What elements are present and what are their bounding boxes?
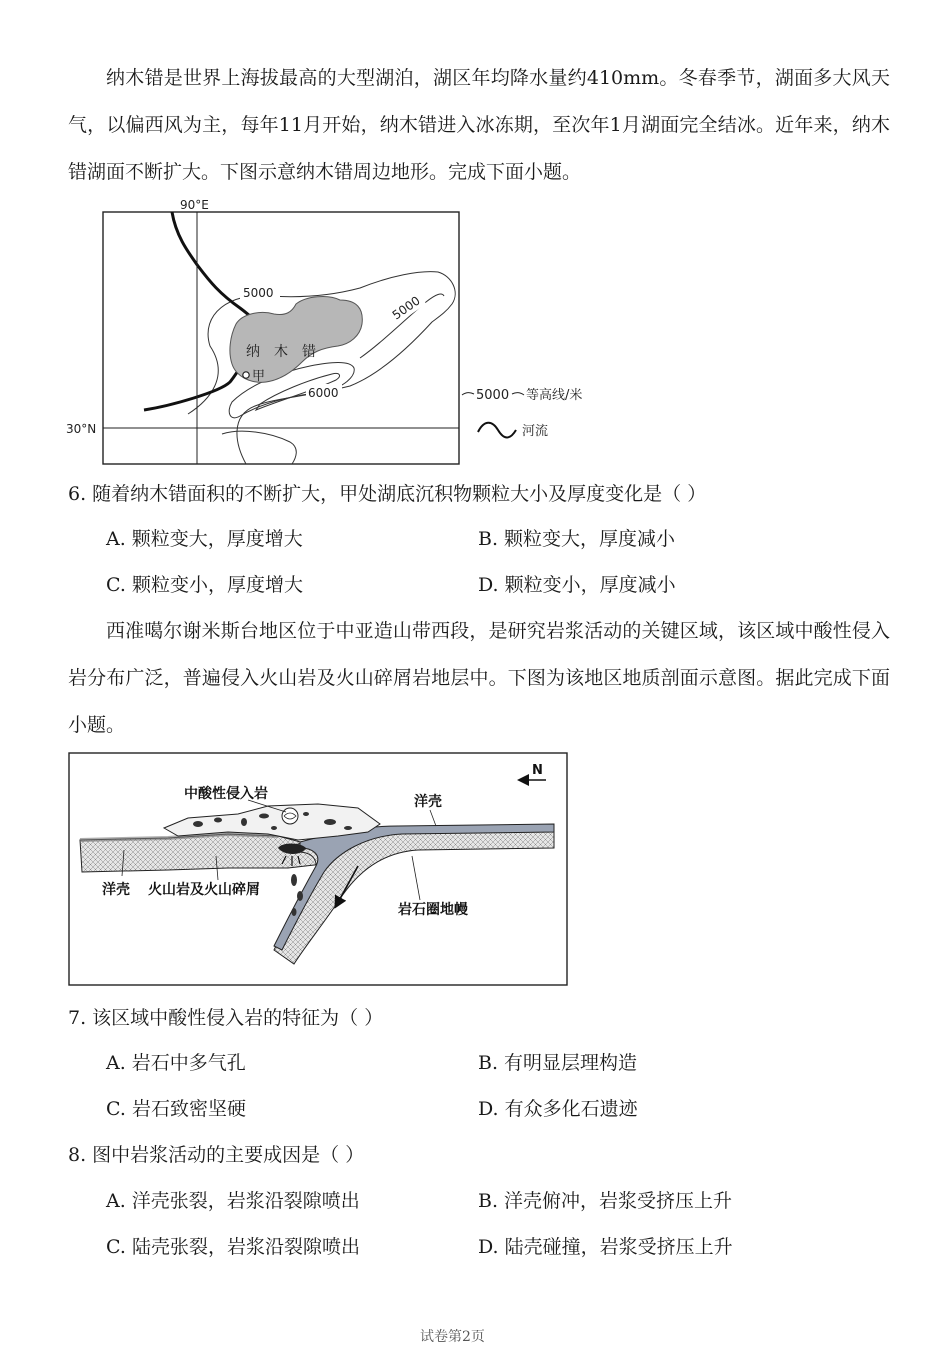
q6-option-a[interactable]: A. 颗粒变大，厚度增大 bbox=[106, 528, 303, 550]
label-intrusive-rock: 中酸性侵入岩 bbox=[184, 786, 268, 802]
q7-option-d[interactable]: D. 有众多化石遗迹 bbox=[478, 1098, 638, 1120]
legend-contour-text: 等高线/米 bbox=[526, 388, 583, 403]
point-jia-label: 甲 bbox=[252, 369, 266, 384]
q8-option-a[interactable]: A. 洋壳张裂，岩浆沿裂隙喷出 bbox=[106, 1190, 360, 1212]
q6-stem: 6. 随着纳木错面积的不断扩大，甲处湖底沉积物颗粒大小及厚度变化是（ ） bbox=[68, 483, 707, 505]
north-label: N bbox=[532, 763, 543, 778]
label-volcanic: 火山岩及火山碎屑 bbox=[148, 882, 260, 898]
contour-label-6000: 6000 bbox=[308, 386, 339, 400]
q7-option-c[interactable]: C. 岩石致密坚硬 bbox=[106, 1098, 246, 1120]
legend-contour-line bbox=[462, 393, 474, 395]
legend-river-symbol bbox=[478, 423, 516, 438]
namco-topographic-map bbox=[60, 196, 620, 468]
passage-namco: 纳木错是世界上海拔最高的大型湖泊，湖区年均降水量约410mm。冬春季节，湖面多大风天气，以偏西风为主，每年11月开始，纳木错进入冰冻期，至次年1月湖面完全结冰。近年来，纳木错湖面不断扩大。下图示意纳木错周边地形。完成下面小题。 bbox=[68, 67, 890, 183]
lake-name-2: 木 bbox=[274, 344, 288, 360]
label-ocean-crust-right: 洋壳 bbox=[414, 794, 442, 810]
q8-option-b[interactable]: B. 洋壳俯冲，岩浆受挤压上升 bbox=[478, 1190, 733, 1212]
q8-stem: 8. 图中岩浆活动的主要成因是（ ） bbox=[68, 1144, 365, 1166]
q7-option-b[interactable]: B. 有明显层理构造 bbox=[478, 1052, 638, 1074]
point-jia-marker bbox=[243, 372, 249, 378]
label-ocean-crust-left: 洋壳 bbox=[102, 882, 130, 898]
lon-label: 90°E bbox=[180, 198, 209, 212]
label-lithospheric-mantle: 岩石圈地幔 bbox=[398, 902, 468, 918]
q8-option-d[interactable]: D. 陆壳碰撞，岩浆受挤压上升 bbox=[478, 1236, 733, 1258]
passage-xizhunge: 西准噶尔谢米斯台地区位于中亚造山带西段，是研究岩浆活动的关键区域，该区域中酸性侵入岩分布广泛，普遍侵入火山岩及火山碎屑岩地层中。下图为该地区地质剖面示意图。据此完成下面小题。 bbox=[68, 620, 890, 736]
geology-profile-diagram bbox=[68, 752, 568, 986]
contour-label-5000-b: 5000 bbox=[389, 293, 423, 323]
legend-river-text: 河流 bbox=[522, 424, 549, 439]
q7-option-a[interactable]: A. 岩石中多气孔 bbox=[106, 1052, 246, 1074]
contour-label-5000-a: 5000 bbox=[243, 286, 274, 300]
q6-option-c[interactable]: C. 颗粒变小，厚度增大 bbox=[106, 574, 303, 596]
lake-name-3: 错 bbox=[302, 344, 316, 360]
lake-name-1: 纳 bbox=[246, 344, 260, 360]
q7-stem: 7. 该区域中酸性侵入岩的特征为（ ） bbox=[68, 1007, 384, 1029]
page-footer: 试卷第2页 bbox=[420, 1329, 485, 1345]
q6-option-d[interactable]: D. 颗粒变小，厚度减小 bbox=[478, 574, 676, 596]
q6-option-b[interactable]: B. 颗粒变大，厚度减小 bbox=[478, 528, 676, 550]
lat-label: 30°N bbox=[66, 422, 97, 436]
q8-option-c[interactable]: C. 陆壳张裂，岩浆沿裂隙喷出 bbox=[106, 1236, 360, 1258]
legend-contour-value: 5000 bbox=[476, 388, 510, 403]
